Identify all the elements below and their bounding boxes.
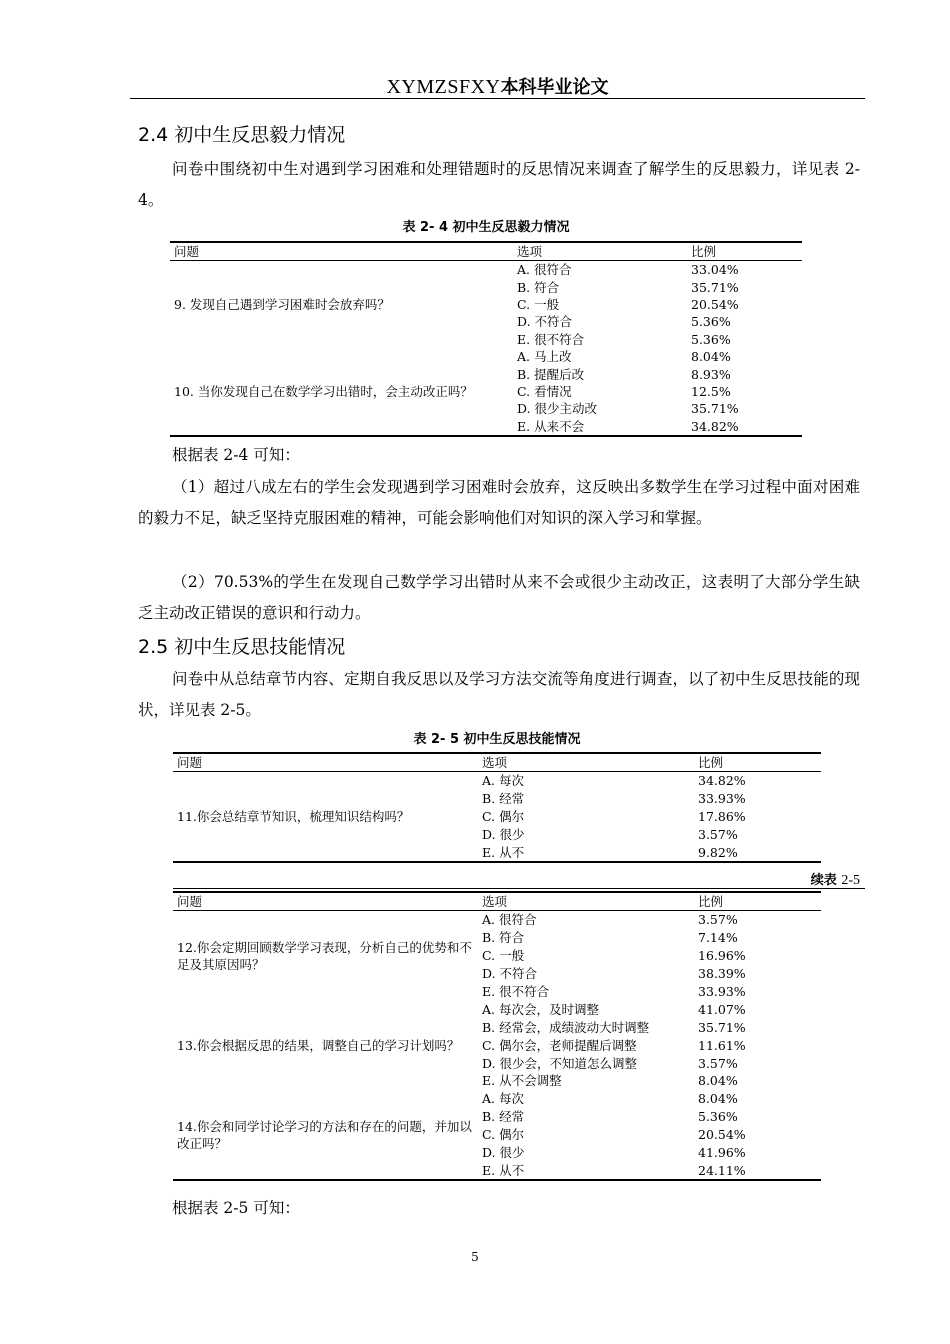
table-row	[170, 261, 802, 279]
option-cell: A. 每次会，及时调整	[482, 1001, 599, 1017]
option-cell: D. 不符合	[482, 966, 538, 982]
running-header	[130, 74, 865, 100]
percentage-cell: 9.82%	[694, 843, 821, 862]
percentage-cell: 16.96%	[698, 948, 746, 964]
header-cjk: 本科毕业论文	[500, 77, 609, 98]
analysis-2-5-lead: 根据表 2-5 可知：	[172, 1199, 300, 1217]
option-cell: C. 偶尔	[482, 1127, 525, 1143]
percentage-cell: 35.71%	[691, 279, 739, 295]
table-header-cell: 选项	[513, 242, 687, 261]
question-cell: 10. 当你发现自己在数学学习出错时，会主动改正吗？	[170, 348, 513, 436]
percentage-cell: 35.71%	[698, 1019, 746, 1035]
option-cell: E. 从不会调整	[482, 1073, 562, 1089]
table-2-5-continued	[173, 891, 821, 1181]
continuation-label	[811, 869, 860, 889]
table-2-5-caption: 表 2- 5 初中生反思技能情况	[413, 732, 581, 747]
option-cell: C. 一般	[482, 948, 525, 964]
percentage-cell: 5.36%	[691, 331, 731, 347]
section-2-4-intro: 问卷中围绕初中生对遇到学习困难和处理错题时的反思情况来调查了解学生的反思毅力，详见表 2-4。	[138, 160, 860, 209]
option-cell: A. 很符合	[517, 262, 572, 278]
table-2-5-body	[173, 753, 821, 862]
option-cell: B. 经常	[482, 791, 525, 807]
table-row	[173, 911, 821, 929]
percentage-cell: 24.11%	[694, 1161, 821, 1180]
option-cell: A. 很符合	[482, 912, 537, 928]
percentage-cell: 8.04%	[698, 1073, 738, 1089]
table-header-cell: 比例	[694, 753, 821, 772]
option-cell: A. 每次	[482, 1091, 524, 1107]
header-rule	[130, 98, 865, 99]
question-cell: 13.你会根据反思的结果，调整自己的学习计划吗？	[177, 1037, 460, 1053]
option-cell: E. 从来不会	[513, 418, 687, 436]
table-row	[173, 1090, 821, 1108]
option-cell: E. 从不	[478, 1161, 694, 1180]
percentage-cell: 34.82%	[698, 773, 746, 789]
option-cell: D. 很少	[482, 1145, 525, 1161]
table-header-row	[173, 892, 821, 911]
percentage-cell: 7.14%	[698, 930, 738, 946]
option-cell: D. 很少会，不知道怎么调整	[482, 1055, 638, 1071]
option-cell: B. 经常会，成绩波动大时调整	[482, 1019, 650, 1035]
continuation-label-number: 2-5	[841, 873, 860, 888]
percentage-cell: 5.36%	[698, 1109, 738, 1125]
table-header-cell: 选项	[478, 892, 694, 911]
table-header-cell: 问题	[173, 753, 478, 772]
table-2-4	[170, 241, 802, 437]
percentage-cell: 20.54%	[698, 1127, 746, 1143]
option-cell: E. 很不符合	[482, 984, 550, 999]
option-cell: E. 很不符合	[517, 331, 585, 347]
section-2-5-title: 2.5 初中生反思技能情况	[138, 636, 346, 658]
table-header-row	[173, 753, 821, 772]
section-2-4-title: 2.4 初中生反思毅力情况	[138, 124, 346, 146]
percentage-cell: 8.93%	[691, 366, 731, 382]
analysis-2-4-point-1: （1）超过八成左右的学生会发现遇到学习困难时会放弃，这反映出多数学生在学习过程中面对困难的毅力不足，缺乏坚持克服困难的精神，可能会影响他们对知识的深入学习和掌握。	[138, 478, 860, 527]
percentage-cell: 41.96%	[698, 1145, 746, 1161]
option-cell: C. 看情况	[517, 383, 572, 399]
table-header-cell: 问题	[170, 242, 513, 261]
table-header-cell: 比例	[687, 242, 802, 261]
percentage-cell: 3.57%	[698, 826, 738, 842]
table-2-5-continued-body	[173, 892, 821, 1180]
percentage-cell: 3.57%	[698, 1055, 738, 1071]
table-header-row	[170, 242, 802, 261]
percentage-cell: 41.07%	[698, 1001, 746, 1017]
table-2-5	[173, 752, 821, 863]
question-cell: 11.你会总结章节知识，梳理知识结构吗？	[173, 772, 478, 862]
percentage-cell: 8.04%	[698, 1091, 738, 1107]
question-cell: 12.你会定期回顾数学学习表现，分析自己的优势和不足及其原因吗？	[177, 939, 472, 972]
option-cell: B. 提醒后改	[517, 366, 585, 382]
option-cell: D. 很少主动改	[517, 401, 598, 417]
percentage-cell: 38.39%	[698, 966, 746, 982]
page-number: 5	[471, 1250, 479, 1264]
percentage-cell: 17.86%	[698, 808, 746, 824]
percentage-cell: 20.54%	[691, 296, 739, 312]
continuation-rule	[173, 888, 865, 889]
table-row	[173, 772, 821, 790]
table-header-cell: 选项	[478, 753, 694, 772]
option-cell: C. 偶尔会，老师提醒后调整	[482, 1037, 637, 1053]
continuation-label-cjk: 续表	[810, 873, 837, 888]
question-cell: 14.你会和同学讨论学习的方法和存在的问题，并加以改正吗？	[173, 1090, 478, 1180]
percentage-cell: 12.5%	[691, 383, 731, 399]
table-header-cell: 问题	[173, 892, 478, 911]
option-cell: C. 一般	[517, 296, 560, 312]
table-header-cell: 比例	[694, 892, 821, 911]
analysis-2-4-lead: 根据表 2-4 可知：	[172, 446, 300, 464]
option-cell: A. 每次	[482, 773, 524, 789]
option-cell: A. 马上改	[517, 349, 572, 365]
table-row	[173, 1000, 821, 1018]
option-cell: B. 符合	[482, 930, 525, 946]
percentage-cell: 34.82%	[687, 418, 802, 436]
percentage-cell: 11.61%	[698, 1037, 746, 1053]
option-cell: E. 从不	[478, 843, 694, 862]
percentage-cell: 35.71%	[691, 401, 739, 417]
option-cell: B. 符合	[517, 279, 560, 295]
percentage-cell: 3.57%	[698, 912, 738, 928]
percentage-cell: 8.04%	[691, 349, 731, 365]
table-2-4-caption: 表 2- 4 初中生反思毅力情况	[402, 220, 570, 235]
table-2-4-body	[170, 242, 802, 436]
option-cell: D. 很少	[482, 826, 525, 842]
percentage-cell: 5.36%	[691, 314, 731, 330]
option-cell: B. 经常	[482, 1109, 525, 1125]
option-cell: D. 不符合	[517, 314, 573, 330]
percentage-cell: 33.04%	[691, 262, 739, 278]
table-row	[170, 348, 802, 365]
analysis-2-4-point-2: （2）70.53%的学生在发现自己数学学习出错时从来不会或很少主动改正，这表明了大部分学生缺乏主动改正错误的意识和行动力。	[138, 573, 860, 622]
percentage-cell: 33.93%	[698, 984, 746, 999]
section-2-5-intro: 问卷中从总结章节内容、定期自我反思以及学习方法交流等角度进行调查，以了初中生反思技能的现状，详见表 2-5。	[138, 670, 860, 719]
header-latin: XYMZSFXY	[386, 76, 501, 98]
question-cell: 9. 发现自己遇到学习困难时会放弃吗？	[174, 296, 390, 312]
option-cell: C. 偶尔	[482, 808, 525, 824]
percentage-cell: 33.93%	[698, 791, 746, 807]
